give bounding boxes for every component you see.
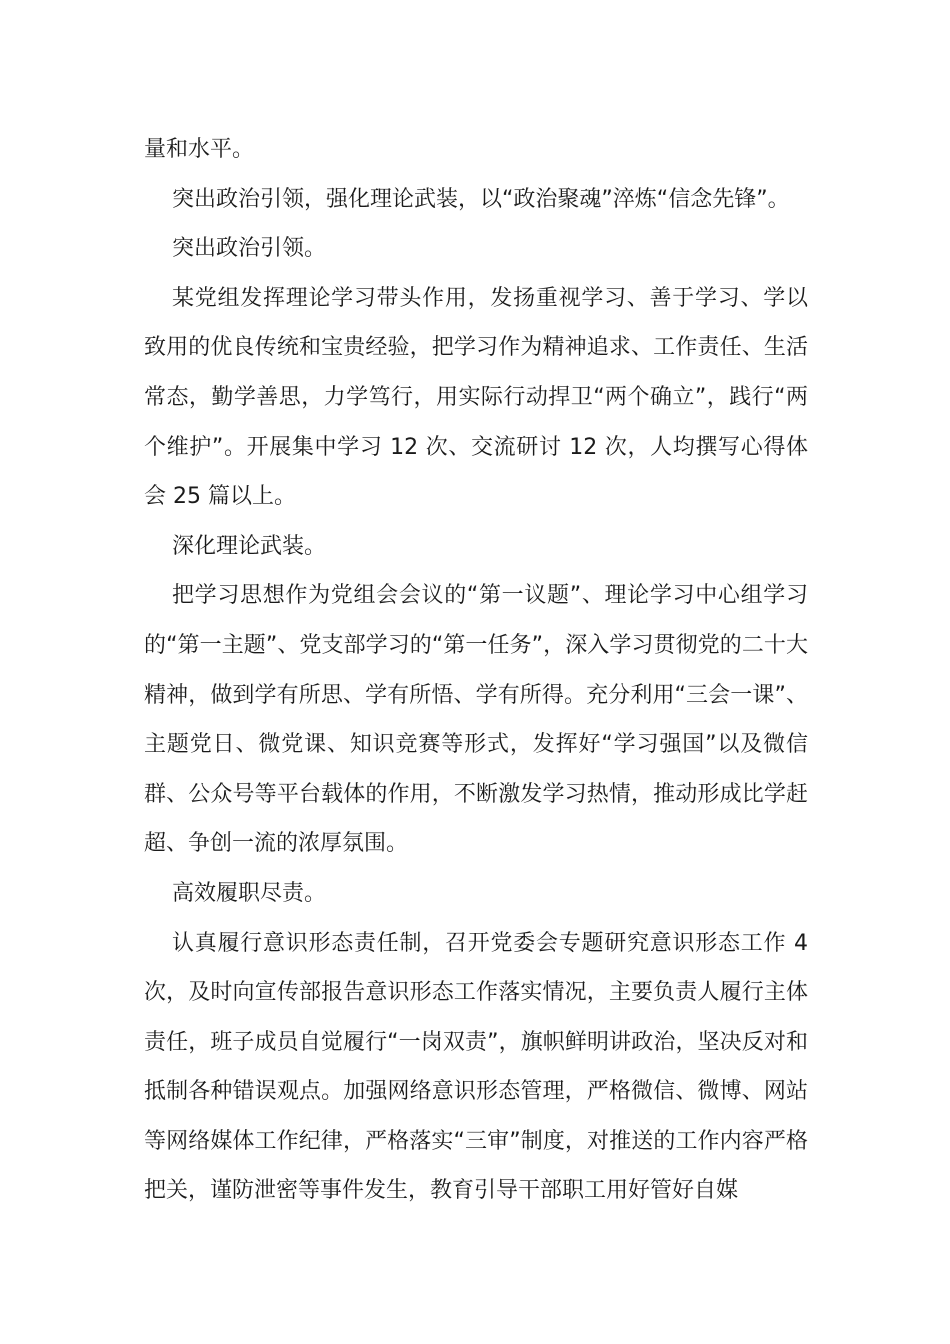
subsection-heading-duty-performance: 高效履职尽责。 <box>172 880 327 906</box>
paragraph-theory-arming: 把学习思想作为党组会会议的“第一议题”、理论学习中心组学习的“第一主题”、党支部学习的“第一任务”，深入学习贯彻党的二十大精神，做到学有所思、学有所悟、学有所得。充分利用“三会一课”、主题党日、微党课、知识竞赛等形式，发挥好“学习强国”以及微信群、公众号等平台载体的作用，不断激发学习热情，推动形成比学赶超、争创一流的浓厚氛围。 <box>144 583 808 857</box>
document-body <box>144 125 808 1216</box>
subsection-heading-political-guidance: 突出政治引领。 <box>172 236 327 262</box>
section-heading: 突出政治引领，强化理论武装，以“政治聚魂”淬炼“信念先锋”。 <box>172 186 790 212</box>
subsection-heading-theory-arming: 深化理论武装。 <box>172 533 327 559</box>
paragraph-duty-performance: 认真履行意识形态责任制，召开党委会专题研究意识形态工作 4 次，及时向宣传部报告意识形态工作落实情况，主要负责人履行主体责任，班子成员自觉履行“一岗双责”，旗帜鲜明讲政治，坚决反对和抵制各种错误观点。加强网络意识形态管理，严格微信、微博、网站等网络媒体工作纪律，严格落实“三审”制度，对推送的工作内容严格把关，谨防泄密等事件发生，教育引导干部职工用好管好自媒 <box>144 930 808 1204</box>
paragraph-continuation: 量和水平。 <box>144 137 255 162</box>
paragraph-political-guidance: 某党组发挥理论学习带头作用，发扬重视学习、善于学习、学以致用的优良传统和宝贵经验，把学习作为精神追求、工作责任、生活常态，勤学善思，力学笃行，用实际行动捍卫“两个确立”，践行“两个维护”。开展集中学习 12 次、交流研讨 12 次，人均撰写心得体会 25 篇以上。 <box>144 285 808 510</box>
